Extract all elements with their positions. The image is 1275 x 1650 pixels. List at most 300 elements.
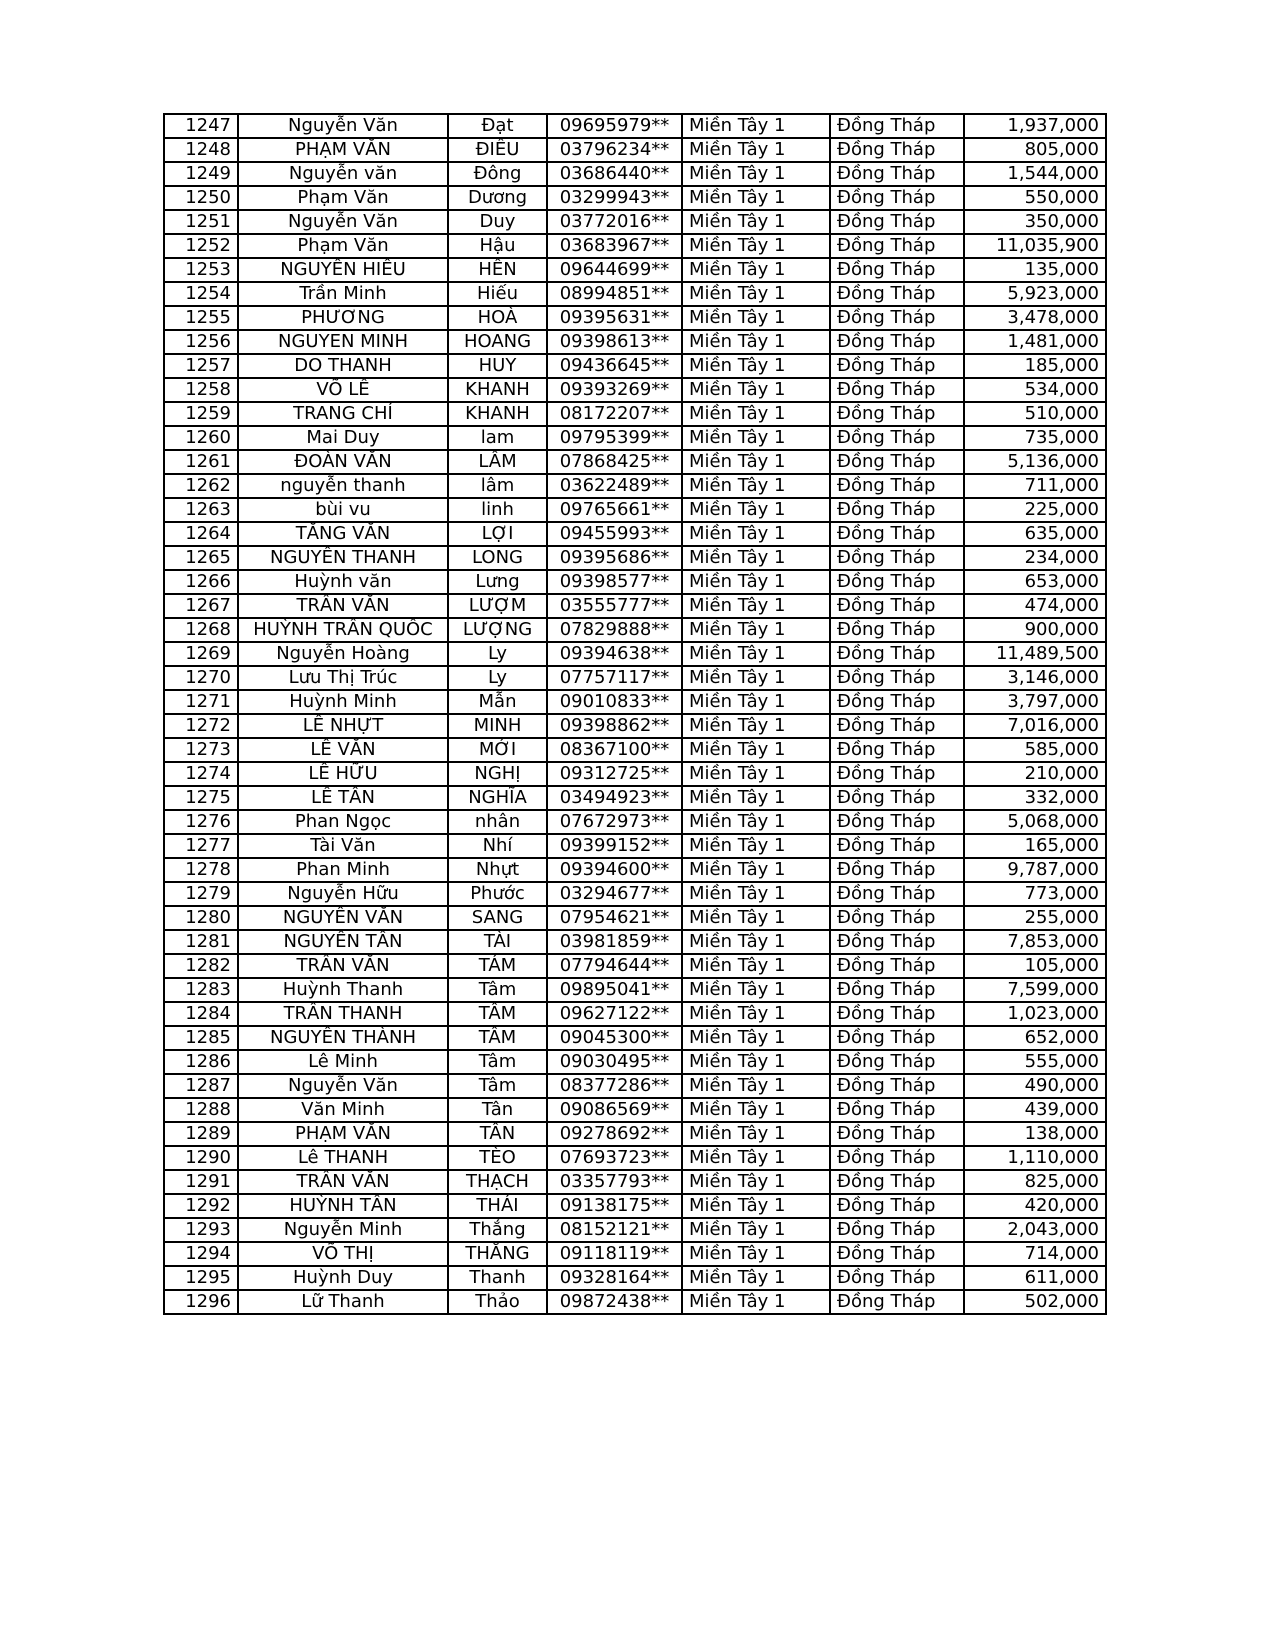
cell-family-name: Nguyễn Văn [238, 1074, 448, 1098]
table-row [164, 402, 1106, 426]
cell-phone-number: 07868425** [547, 450, 682, 474]
cell-given-name: Duy [448, 210, 547, 234]
cell-phone-number: 09695979** [547, 114, 682, 138]
cell-given-name: KHANH [448, 402, 547, 426]
cell-region: Miền Tây 1 [682, 426, 830, 450]
table-row [164, 378, 1106, 402]
cell-family-name: Lê Minh [238, 1050, 448, 1074]
table-row [164, 258, 1106, 282]
cell-family-name: TRANG CHÍ [238, 402, 448, 426]
cell-family-name: nguyễn thanh [238, 474, 448, 498]
cell-phone-number: 08994851** [547, 282, 682, 306]
cell-region: Miền Tây 1 [682, 210, 830, 234]
table-row [164, 810, 1106, 834]
cell-row-number: 1295 [164, 1266, 238, 1290]
cell-amount: 9,787,000 [964, 858, 1106, 882]
cell-province: Đồng Tháp [830, 858, 964, 882]
cell-amount: 2,043,000 [964, 1218, 1106, 1242]
cell-family-name: Nguyễn văn [238, 162, 448, 186]
cell-province: Đồng Tháp [830, 1074, 964, 1098]
cell-row-number: 1282 [164, 954, 238, 978]
cell-row-number: 1272 [164, 714, 238, 738]
table-row [164, 1098, 1106, 1122]
cell-province: Đồng Tháp [830, 162, 964, 186]
cell-family-name: VÕ THỊ [238, 1242, 448, 1266]
cell-amount: 135,000 [964, 258, 1106, 282]
cell-province: Đồng Tháp [830, 762, 964, 786]
cell-region: Miền Tây 1 [682, 234, 830, 258]
cell-region: Miền Tây 1 [682, 1266, 830, 1290]
cell-given-name: NGHỊ [448, 762, 547, 786]
cell-province: Đồng Tháp [830, 882, 964, 906]
cell-given-name: Tâm [448, 978, 547, 1002]
cell-given-name: MỚI [448, 738, 547, 762]
cell-amount: 7,853,000 [964, 930, 1106, 954]
cell-region: Miền Tây 1 [682, 954, 830, 978]
cell-row-number: 1283 [164, 978, 238, 1002]
cell-phone-number: 09328164** [547, 1266, 682, 1290]
cell-amount: 138,000 [964, 1122, 1106, 1146]
cell-region: Miền Tây 1 [682, 738, 830, 762]
cell-phone-number: 03294677** [547, 882, 682, 906]
cell-family-name: DO THANH [238, 354, 448, 378]
cell-amount: 1,937,000 [964, 114, 1106, 138]
cell-row-number: 1293 [164, 1218, 238, 1242]
cell-family-name: Nguyễn Văn [238, 210, 448, 234]
cell-given-name: SANG [448, 906, 547, 930]
cell-region: Miền Tây 1 [682, 594, 830, 618]
cell-amount: 5,068,000 [964, 810, 1106, 834]
table-row [164, 354, 1106, 378]
cell-amount: 611,000 [964, 1266, 1106, 1290]
cell-phone-number: 09765661** [547, 498, 682, 522]
cell-phone-number: 09030495** [547, 1050, 682, 1074]
table-row [164, 738, 1106, 762]
cell-amount: 550,000 [964, 186, 1106, 210]
table-row [164, 426, 1106, 450]
cell-phone-number: 09872438** [547, 1290, 682, 1314]
cell-region: Miền Tây 1 [682, 1050, 830, 1074]
table-row [164, 978, 1106, 1002]
cell-phone-number: 07757117** [547, 666, 682, 690]
cell-row-number: 1253 [164, 258, 238, 282]
cell-row-number: 1287 [164, 1074, 238, 1098]
cell-province: Đồng Tháp [830, 282, 964, 306]
cell-row-number: 1286 [164, 1050, 238, 1074]
cell-phone-number: 03555777** [547, 594, 682, 618]
cell-phone-number: 03622489** [547, 474, 682, 498]
cell-row-number: 1269 [164, 642, 238, 666]
cell-province: Đồng Tháp [830, 594, 964, 618]
cell-row-number: 1268 [164, 618, 238, 642]
cell-region: Miền Tây 1 [682, 378, 830, 402]
cell-given-name: TÂM [448, 1026, 547, 1050]
cell-province: Đồng Tháp [830, 1266, 964, 1290]
cell-family-name: Nguyễn Hữu [238, 882, 448, 906]
cell-phone-number: 09398613** [547, 330, 682, 354]
cell-region: Miền Tây 1 [682, 522, 830, 546]
cell-given-name: TÀI [448, 930, 547, 954]
cell-amount: 510,000 [964, 402, 1106, 426]
table-row [164, 1002, 1106, 1026]
table-row [164, 882, 1106, 906]
cell-family-name: LÊ NHỰT [238, 714, 448, 738]
cell-given-name: TÁM [448, 954, 547, 978]
cell-row-number: 1248 [164, 138, 238, 162]
cell-amount: 225,000 [964, 498, 1106, 522]
cell-phone-number: 03299943** [547, 186, 682, 210]
cell-family-name: Phan Ngọc [238, 810, 448, 834]
cell-amount: 1,023,000 [964, 1002, 1106, 1026]
table-row [164, 762, 1106, 786]
cell-region: Miền Tây 1 [682, 114, 830, 138]
cell-phone-number: 09394638** [547, 642, 682, 666]
cell-row-number: 1256 [164, 330, 238, 354]
cell-family-name: NGUYỄN THÀNH [238, 1026, 448, 1050]
table-row [164, 474, 1106, 498]
cell-row-number: 1289 [164, 1122, 238, 1146]
cell-region: Miền Tây 1 [682, 1218, 830, 1242]
cell-province: Đồng Tháp [830, 1122, 964, 1146]
cell-given-name: Đông [448, 162, 547, 186]
cell-given-name: NGHĨA [448, 786, 547, 810]
cell-amount: 900,000 [964, 618, 1106, 642]
cell-phone-number: 03357793** [547, 1170, 682, 1194]
cell-phone-number: 09398577** [547, 570, 682, 594]
cell-phone-number: 09393269** [547, 378, 682, 402]
cell-row-number: 1267 [164, 594, 238, 618]
cell-given-name: Nhựt [448, 858, 547, 882]
cell-given-name: HÊN [448, 258, 547, 282]
cell-row-number: 1257 [164, 354, 238, 378]
cell-given-name: lam [448, 426, 547, 450]
cell-row-number: 1270 [164, 666, 238, 690]
cell-amount: 652,000 [964, 1026, 1106, 1050]
cell-row-number: 1259 [164, 402, 238, 426]
cell-family-name: Phạm Văn [238, 186, 448, 210]
cell-region: Miền Tây 1 [682, 978, 830, 1002]
cell-province: Đồng Tháp [830, 570, 964, 594]
cell-amount: 5,923,000 [964, 282, 1106, 306]
cell-family-name: bùi vu [238, 498, 448, 522]
cell-given-name: TÂM [448, 1002, 547, 1026]
cell-region: Miền Tây 1 [682, 930, 830, 954]
table-row [164, 162, 1106, 186]
cell-row-number: 1262 [164, 474, 238, 498]
table-row [164, 306, 1106, 330]
cell-province: Đồng Tháp [830, 1026, 964, 1050]
cell-amount: 165,000 [964, 834, 1106, 858]
cell-given-name: Hiếu [448, 282, 547, 306]
cell-province: Đồng Tháp [830, 426, 964, 450]
cell-amount: 711,000 [964, 474, 1106, 498]
cell-given-name: Đạt [448, 114, 547, 138]
cell-phone-number: 09627122** [547, 1002, 682, 1026]
cell-amount: 773,000 [964, 882, 1106, 906]
cell-amount: 420,000 [964, 1194, 1106, 1218]
cell-family-name: NGUYỄN THANH [238, 546, 448, 570]
cell-region: Miền Tây 1 [682, 450, 830, 474]
cell-given-name: Tâm [448, 1074, 547, 1098]
cell-row-number: 1290 [164, 1146, 238, 1170]
table-row [164, 210, 1106, 234]
cell-given-name: TÈO [448, 1146, 547, 1170]
cell-province: Đồng Tháp [830, 642, 964, 666]
cell-family-name: HUỲNH TRẦN QUỐC [238, 618, 448, 642]
cell-row-number: 1264 [164, 522, 238, 546]
cell-given-name: Mẫn [448, 690, 547, 714]
table-row [164, 858, 1106, 882]
cell-province: Đồng Tháp [830, 1290, 964, 1314]
table-body [164, 114, 1106, 1314]
table-row [164, 642, 1106, 666]
table-row [164, 690, 1106, 714]
cell-family-name: Văn Minh [238, 1098, 448, 1122]
cell-row-number: 1291 [164, 1170, 238, 1194]
cell-given-name: LƯỢM [448, 594, 547, 618]
cell-phone-number: 09010833** [547, 690, 682, 714]
cell-family-name: TRẦN VĂN [238, 954, 448, 978]
cell-given-name: LONG [448, 546, 547, 570]
table-row [164, 1242, 1106, 1266]
cell-province: Đồng Tháp [830, 138, 964, 162]
cell-region: Miền Tây 1 [682, 1146, 830, 1170]
cell-family-name: Huỳnh Minh [238, 690, 448, 714]
table-row [164, 906, 1106, 930]
cell-region: Miền Tây 1 [682, 1242, 830, 1266]
cell-given-name: ĐIỀU [448, 138, 547, 162]
cell-given-name: HOÀ [448, 306, 547, 330]
cell-given-name: Tân [448, 1098, 547, 1122]
cell-given-name: THẮNG [448, 1242, 547, 1266]
cell-region: Miền Tây 1 [682, 162, 830, 186]
cell-region: Miền Tây 1 [682, 1026, 830, 1050]
cell-province: Đồng Tháp [830, 906, 964, 930]
cell-given-name: Hậu [448, 234, 547, 258]
table-row [164, 282, 1106, 306]
table-row [164, 330, 1106, 354]
cell-given-name: THẠCH [448, 1170, 547, 1194]
cell-amount: 350,000 [964, 210, 1106, 234]
cell-phone-number: 08172207** [547, 402, 682, 426]
cell-phone-number: 09045300** [547, 1026, 682, 1050]
cell-given-name: MINH [448, 714, 547, 738]
cell-region: Miền Tây 1 [682, 1194, 830, 1218]
cell-amount: 1,544,000 [964, 162, 1106, 186]
cell-given-name: LỢI [448, 522, 547, 546]
cell-region: Miền Tây 1 [682, 762, 830, 786]
cell-family-name: PHƯƠNG [238, 306, 448, 330]
cell-phone-number: 09138175** [547, 1194, 682, 1218]
cell-province: Đồng Tháp [830, 210, 964, 234]
table-row [164, 498, 1106, 522]
cell-phone-number: 08367100** [547, 738, 682, 762]
cell-given-name: HOANG [448, 330, 547, 354]
cell-phone-number: 07794644** [547, 954, 682, 978]
cell-region: Miền Tây 1 [682, 546, 830, 570]
table-row [164, 450, 1106, 474]
cell-family-name: Tài Văn [238, 834, 448, 858]
cell-region: Miền Tây 1 [682, 354, 830, 378]
cell-family-name: Lê THANH [238, 1146, 448, 1170]
cell-family-name: Lữ Thanh [238, 1290, 448, 1314]
winners-table [163, 113, 1107, 1315]
table-row [164, 1050, 1106, 1074]
cell-phone-number: 09455993** [547, 522, 682, 546]
cell-family-name: Nguyễn Hoàng [238, 642, 448, 666]
cell-family-name: TRẦN THANH [238, 1002, 448, 1026]
cell-phone-number: 07672973** [547, 810, 682, 834]
cell-family-name: Mai Duy [238, 426, 448, 450]
cell-amount: 735,000 [964, 426, 1106, 450]
cell-province: Đồng Tháp [830, 1098, 964, 1122]
cell-given-name: Thắng [448, 1218, 547, 1242]
cell-family-name: TRẦN VĂN [238, 594, 448, 618]
cell-province: Đồng Tháp [830, 930, 964, 954]
cell-family-name: Huỳnh văn [238, 570, 448, 594]
cell-given-name: Dương [448, 186, 547, 210]
cell-family-name: LÊ VĂN [238, 738, 448, 762]
cell-province: Đồng Tháp [830, 954, 964, 978]
cell-region: Miền Tây 1 [682, 618, 830, 642]
cell-family-name: Trần Minh [238, 282, 448, 306]
cell-family-name: TĂNG VĂN [238, 522, 448, 546]
cell-phone-number: 09394600** [547, 858, 682, 882]
cell-phone-number: 03772016** [547, 210, 682, 234]
cell-phone-number: 09644699** [547, 258, 682, 282]
cell-province: Đồng Tháp [830, 306, 964, 330]
table-row [164, 1194, 1106, 1218]
cell-region: Miền Tây 1 [682, 1002, 830, 1026]
table-row [164, 714, 1106, 738]
cell-amount: 3,146,000 [964, 666, 1106, 690]
cell-amount: 1,110,000 [964, 1146, 1106, 1170]
cell-amount: 7,599,000 [964, 978, 1106, 1002]
cell-province: Đồng Tháp [830, 234, 964, 258]
cell-phone-number: 03796234** [547, 138, 682, 162]
cell-amount: 255,000 [964, 906, 1106, 930]
cell-phone-number: 09795399** [547, 426, 682, 450]
cell-province: Đồng Tháp [830, 522, 964, 546]
cell-given-name: nhân [448, 810, 547, 834]
cell-province: Đồng Tháp [830, 330, 964, 354]
cell-given-name: LÂM [448, 450, 547, 474]
cell-province: Đồng Tháp [830, 1218, 964, 1242]
cell-family-name: Huỳnh Duy [238, 1266, 448, 1290]
cell-amount: 3,478,000 [964, 306, 1106, 330]
cell-row-number: 1292 [164, 1194, 238, 1218]
cell-province: Đồng Tháp [830, 786, 964, 810]
cell-region: Miền Tây 1 [682, 858, 830, 882]
cell-region: Miền Tây 1 [682, 282, 830, 306]
cell-amount: 825,000 [964, 1170, 1106, 1194]
cell-region: Miền Tây 1 [682, 330, 830, 354]
cell-row-number: 1250 [164, 186, 238, 210]
cell-given-name: Lưng [448, 570, 547, 594]
cell-row-number: 1271 [164, 690, 238, 714]
cell-family-name: Nguyễn Minh [238, 1218, 448, 1242]
cell-amount: 11,035,900 [964, 234, 1106, 258]
cell-row-number: 1261 [164, 450, 238, 474]
cell-phone-number: 09118119** [547, 1242, 682, 1266]
cell-region: Miền Tây 1 [682, 810, 830, 834]
table-row [164, 1266, 1106, 1290]
cell-region: Miền Tây 1 [682, 186, 830, 210]
cell-family-name: NGUYỄN HIẾU [238, 258, 448, 282]
cell-amount: 1,481,000 [964, 330, 1106, 354]
cell-amount: 474,000 [964, 594, 1106, 618]
cell-province: Đồng Tháp [830, 978, 964, 1002]
cell-row-number: 1281 [164, 930, 238, 954]
cell-province: Đồng Tháp [830, 186, 964, 210]
cell-province: Đồng Tháp [830, 714, 964, 738]
cell-region: Miền Tây 1 [682, 1074, 830, 1098]
cell-phone-number: 07829888** [547, 618, 682, 642]
cell-amount: 534,000 [964, 378, 1106, 402]
table-row [164, 1074, 1106, 1098]
table-row [164, 786, 1106, 810]
cell-row-number: 1288 [164, 1098, 238, 1122]
cell-amount: 653,000 [964, 570, 1106, 594]
table-row [164, 1170, 1106, 1194]
cell-row-number: 1275 [164, 786, 238, 810]
cell-region: Miền Tây 1 [682, 1098, 830, 1122]
cell-region: Miền Tây 1 [682, 906, 830, 930]
cell-given-name: lâm [448, 474, 547, 498]
cell-province: Đồng Tháp [830, 546, 964, 570]
cell-amount: 185,000 [964, 354, 1106, 378]
cell-region: Miền Tây 1 [682, 402, 830, 426]
cell-amount: 439,000 [964, 1098, 1106, 1122]
cell-row-number: 1277 [164, 834, 238, 858]
cell-row-number: 1255 [164, 306, 238, 330]
cell-province: Đồng Tháp [830, 810, 964, 834]
cell-row-number: 1247 [164, 114, 238, 138]
cell-row-number: 1278 [164, 858, 238, 882]
cell-phone-number: 03981859** [547, 930, 682, 954]
cell-family-name: PHẠM VĂN [238, 1122, 448, 1146]
cell-amount: 490,000 [964, 1074, 1106, 1098]
cell-amount: 11,489,500 [964, 642, 1106, 666]
cell-region: Miền Tây 1 [682, 570, 830, 594]
cell-phone-number: 09395631** [547, 306, 682, 330]
cell-given-name: Phước [448, 882, 547, 906]
cell-given-name: linh [448, 498, 547, 522]
cell-given-name: Ly [448, 642, 547, 666]
cell-province: Đồng Tháp [830, 1050, 964, 1074]
cell-phone-number: 03683967** [547, 234, 682, 258]
cell-region: Miền Tây 1 [682, 690, 830, 714]
table-row [164, 930, 1106, 954]
cell-phone-number: 09895041** [547, 978, 682, 1002]
cell-row-number: 1263 [164, 498, 238, 522]
cell-amount: 585,000 [964, 738, 1106, 762]
cell-amount: 805,000 [964, 138, 1106, 162]
table-row [164, 114, 1106, 138]
cell-region: Miền Tây 1 [682, 498, 830, 522]
cell-given-name: Ly [448, 666, 547, 690]
cell-phone-number: 03686440** [547, 162, 682, 186]
cell-family-name: NGUYỄN TẤN [238, 930, 448, 954]
cell-row-number: 1260 [164, 426, 238, 450]
table-row [164, 594, 1106, 618]
cell-region: Miền Tây 1 [682, 882, 830, 906]
cell-province: Đồng Tháp [830, 666, 964, 690]
cell-region: Miền Tây 1 [682, 642, 830, 666]
cell-phone-number: 09399152** [547, 834, 682, 858]
cell-province: Đồng Tháp [830, 618, 964, 642]
cell-province: Đồng Tháp [830, 498, 964, 522]
